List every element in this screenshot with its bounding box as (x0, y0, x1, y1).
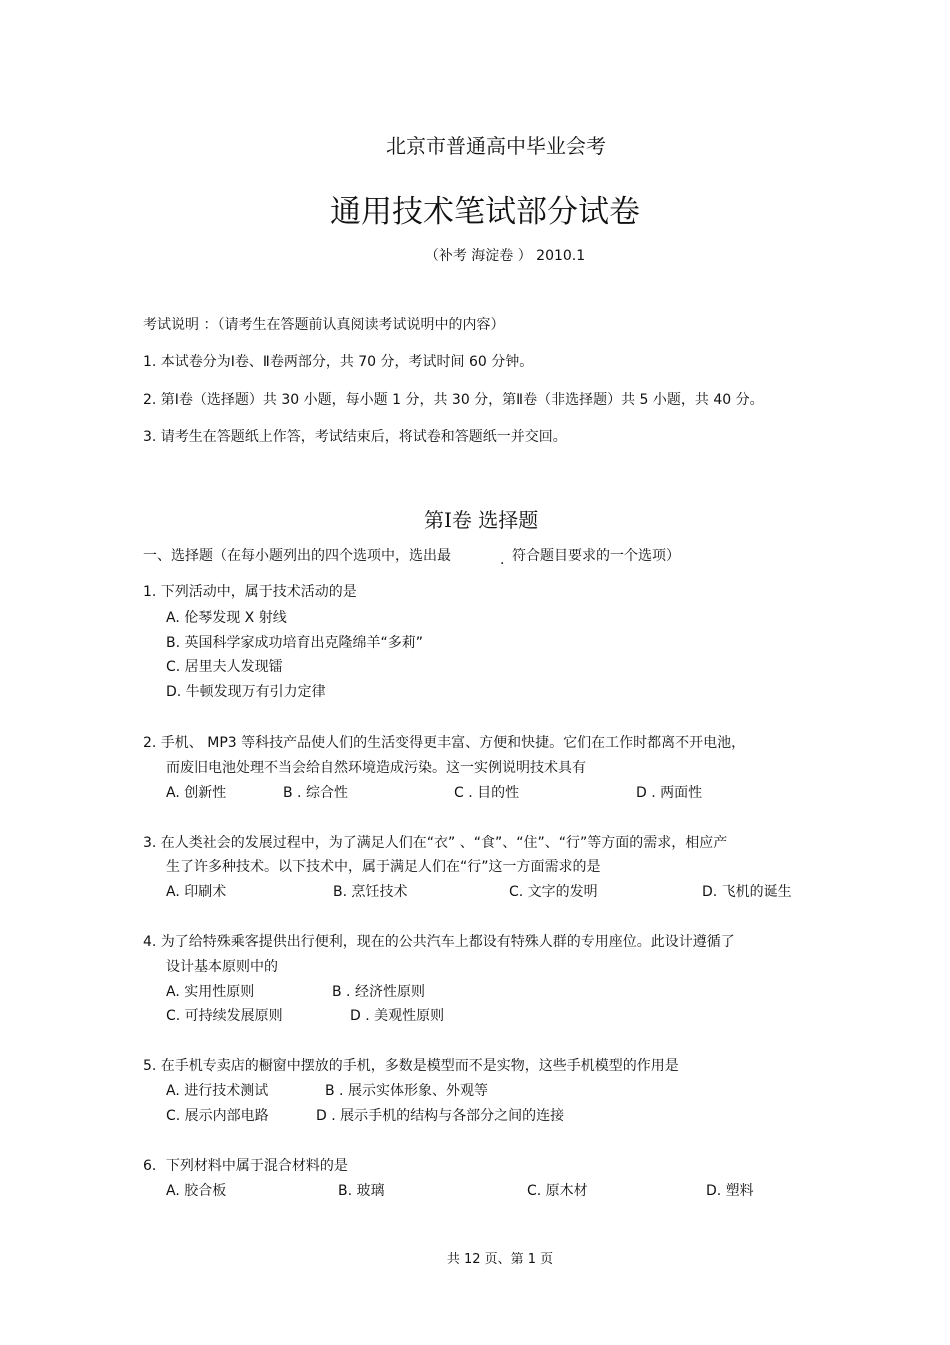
question-5-stem: 5. 在手机专卖店的橱窗中摆放的手机，多数是模型而不是实物，这些手机模型的作用是 (143, 1058, 679, 1074)
question-3-stem-line2: 生了许多种技术。以下技术中，属于满足人们在“行”这一方面需求的是 (166, 859, 601, 875)
question-6-option-c: C. 原木材 (527, 1183, 588, 1199)
question-3-option-d: D. 飞机的诞生 (702, 884, 792, 900)
question-4-option-d: D . 美观性原则 (350, 1008, 445, 1024)
section-intro-dot: . (500, 552, 505, 568)
instruction-item-1: 1. 本试卷分为Ⅰ卷、Ⅱ卷两部分，共 70 分，考试时间 60 分钟。 (143, 354, 534, 370)
question-2-option-d: D . 两面性 (636, 785, 703, 801)
question-6-option-d: D. 塑料 (706, 1183, 754, 1199)
question-4-stem-line2: 设计基本原则中的 (166, 959, 278, 975)
question-2-stem-line2: 而废旧电池处理不当会给自然环境造成污染。这一实例说明技术具有 (166, 760, 586, 776)
page-footer: 共 12 页、第 1 页 (446, 1252, 554, 1267)
exam-title-sub: 通用技术笔试部分试卷 (330, 194, 640, 230)
exam-title-main: 北京市普通高中毕业会考 (386, 134, 606, 158)
section-intro-left: 一、选择题（在每小题列出的四个选项中，选出最 (143, 548, 451, 564)
question-3-stem-line1: 3. 在人类社会的发展过程中，为了满足人们在“衣” 、“食”、“住”、“行”等方面的需求，相应产 (143, 835, 728, 851)
question-6-option-b: B. 玻璃 (338, 1183, 385, 1199)
question-3-option-b: B. 烹饪技术 (333, 884, 408, 900)
section-title: 第Ⅰ卷 选择题 (424, 508, 539, 532)
question-1-option-b: B. 英国科学家成功培育出克隆绵羊“多莉” (166, 635, 424, 651)
instruction-item-2: 2. 第Ⅰ卷（选择题）共 30 小题，每小题 1 分，共 30 分，第Ⅱ卷（非选择题）共 5 小题，共 40 分。 (143, 392, 764, 408)
question-3-option-a: A. 印刷术 (166, 884, 227, 900)
question-1-stem: 1. 下列活动中，属于技术活动的是 (143, 584, 357, 600)
question-1-option-a: A. 伦琴发现 X 射线 (166, 610, 287, 626)
question-2-option-b: B . 综合性 (283, 785, 348, 801)
question-2-option-c: C . 目的性 (454, 785, 520, 801)
question-1-option-c: C. 居里夫人发现镭 (166, 659, 283, 675)
exam-subtitle: （补考 海淀卷 ） 2010.1 (424, 248, 586, 264)
question-2-stem-line1: 2. 手机、 MP3 等科技产品使人们的生活变得更丰富、方便和快捷。它们在工作时都离不开电池， (143, 735, 746, 751)
question-1-option-d: D. 牛顿发现万有引力定律 (166, 684, 326, 700)
question-5-option-a: A. 进行技术测试 (166, 1083, 269, 1099)
question-3-option-c: C. 文字的发明 (509, 884, 598, 900)
instructions-heading: 考试说明 ：（请考生在答题前认真阅读考试说明中的内容） (143, 317, 505, 333)
question-6-option-a: A. 胶合板 (166, 1183, 227, 1199)
instruction-item-3: 3. 请考生在答题纸上作答，考试结束后，将试卷和答题纸一并交回。 (143, 429, 567, 445)
question-5-option-c: C. 展示内部电路 (166, 1108, 269, 1124)
question-4-option-b: B . 经济性原则 (332, 984, 425, 1000)
question-4-stem-line1: 4. 为了给特殊乘客提供出行便利，现在的公共汽车上都设有特殊人群的专用座位。此设计遵循了 (143, 934, 735, 950)
question-4-option-c: C. 可持续发展原则 (166, 1008, 283, 1024)
section-intro-right: 符合题目要求的一个选项） (512, 548, 680, 564)
question-5-option-b: B . 展示实体形象、外观等 (325, 1083, 488, 1099)
question-6-stem: 6．下列材料中属于混合材料的是 (143, 1158, 348, 1174)
question-2-option-a: A. 创新性 (166, 785, 227, 801)
question-4-option-a: A. 实用性原则 (166, 984, 255, 1000)
question-5-option-d: D . 展示手机的结构与各部分之间的连接 (316, 1108, 565, 1124)
